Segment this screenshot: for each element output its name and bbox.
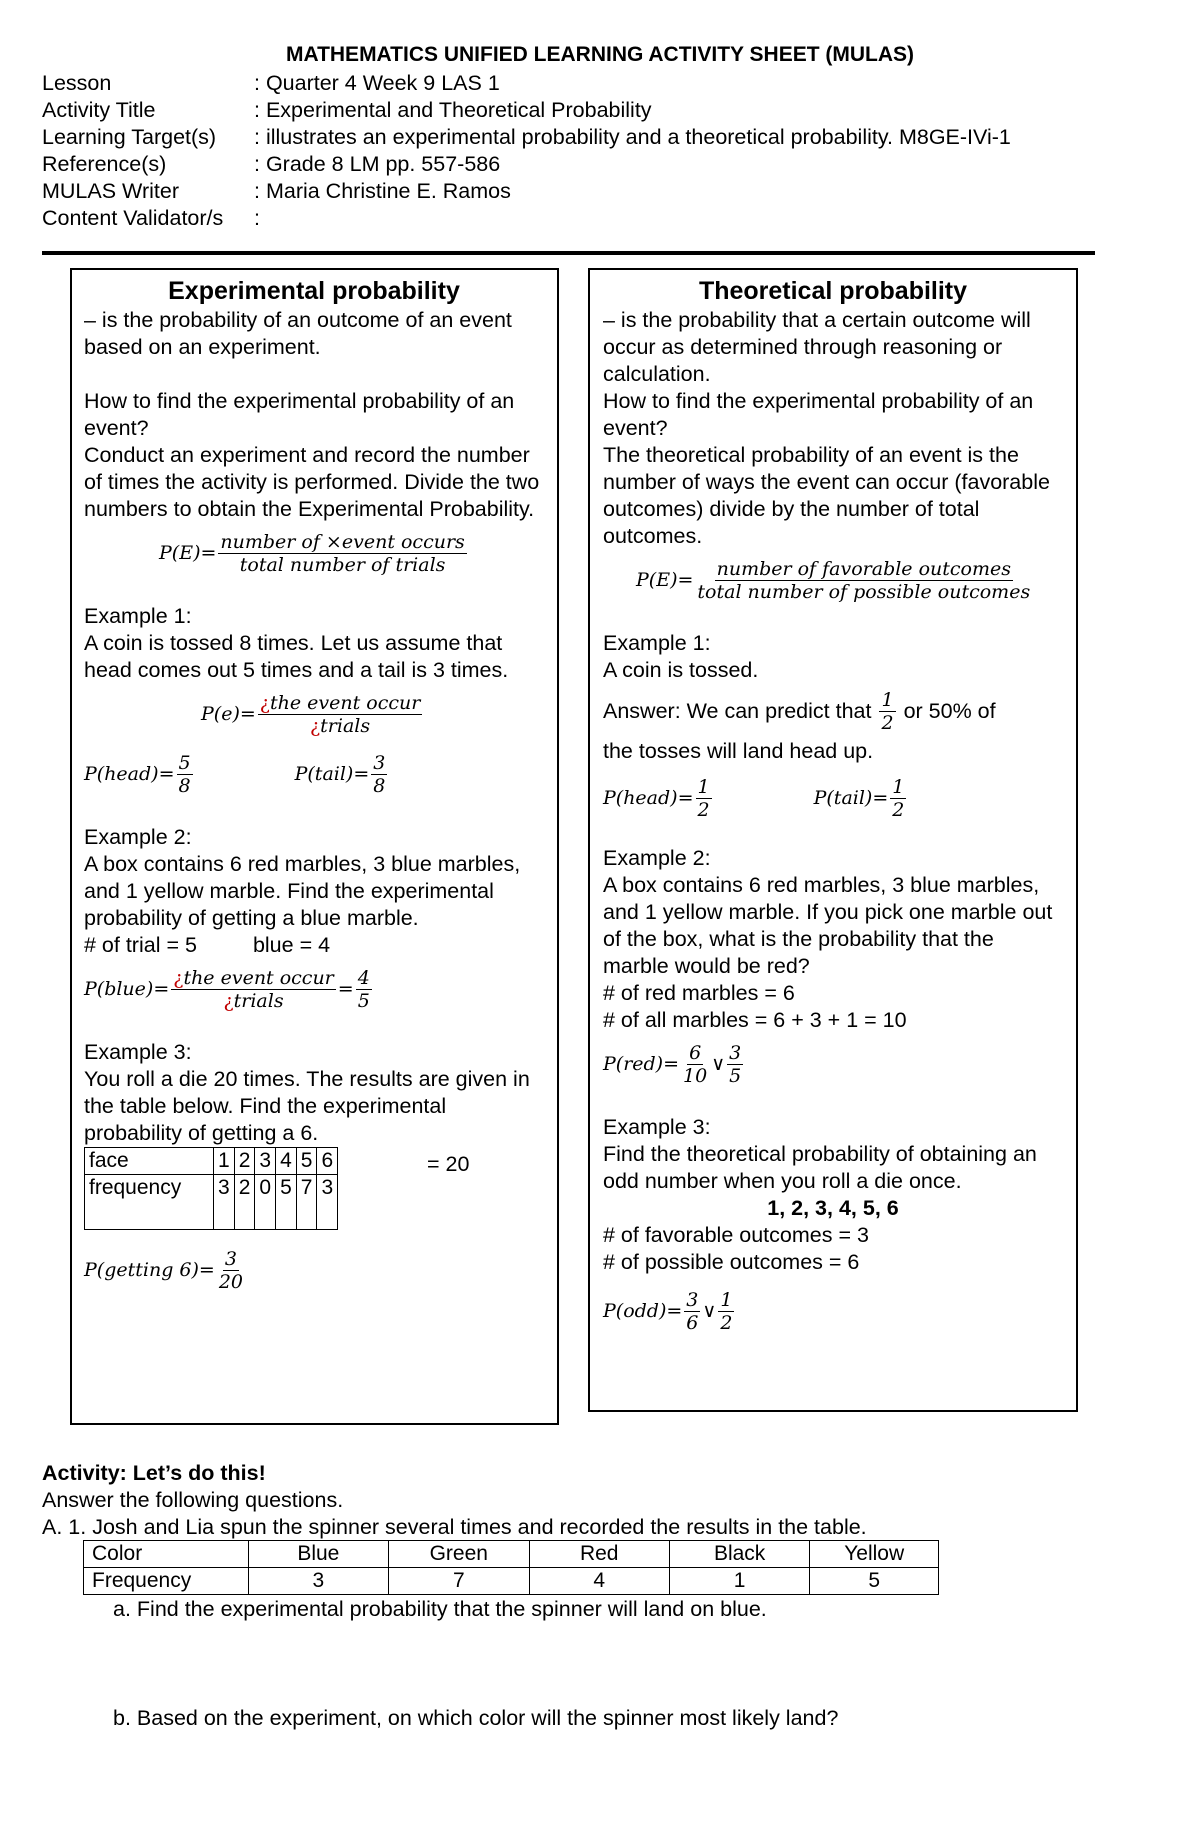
table-cell: 3	[317, 1175, 338, 1230]
table-row	[85, 1148, 338, 1175]
experimental-formula	[84, 523, 544, 583]
formula-lhs: P(head)=	[603, 786, 694, 809]
example-formula	[603, 1034, 1063, 1094]
example-text: A box contains 6 red marbles, 3 blue marbles, and 1 yellow marble. Find the experimental probability of getting a blue marble.	[84, 852, 521, 930]
table-cell: 5	[810, 1568, 939, 1595]
table-cell: 3	[214, 1175, 235, 1230]
meta-value: : illustrates an experimental probability and a theoretical probability. M8GE-IVi-1	[254, 125, 1011, 149]
howto-question: How to find the experimental probability of an event?	[84, 389, 515, 440]
table-cell: 2	[234, 1175, 255, 1230]
coin-predictions	[603, 765, 1063, 831]
box-heading: Theoretical probability	[698, 277, 968, 305]
meta-label: Learning Target(s)	[42, 125, 217, 149]
example-title: Example 3:	[603, 1115, 711, 1139]
formula-denominator: 2	[720, 1311, 733, 1334]
question-1: A. 1. Josh and Lia spun the spinner several times and recorded the results in the table.	[42, 1515, 867, 1539]
formula-denominator: 6	[686, 1311, 699, 1334]
formula-lhs: P(red)=	[603, 1052, 680, 1075]
answer-text: or 50% of	[903, 698, 996, 723]
definition: – is the probability that a certain outcome will occur as determined through reasoning or calculation.	[603, 308, 1031, 386]
table-cell: 4	[529, 1568, 669, 1595]
example-title: Example 3:	[84, 1040, 192, 1064]
formula-numerator: 3	[729, 1041, 742, 1064]
meta-label: Lesson	[42, 71, 112, 95]
formula-denominator: 2	[881, 711, 894, 734]
formula-denominator: 5	[357, 989, 370, 1012]
formula-numerator: 1	[881, 688, 894, 711]
coin-results	[84, 744, 544, 804]
formula-numerator: 3	[224, 1247, 237, 1270]
formula-numerator: 3	[373, 751, 386, 774]
formula-lhs: P(e)=	[201, 702, 256, 725]
meta-value: : Experimental and Theoretical Probability	[254, 98, 652, 122]
howto-answer: The theoretical probability of an event is the number of ways the event can occur (favorable outcomes) divide by the number of total outcomes.	[603, 443, 1050, 548]
error-mark: ¿	[223, 989, 234, 1012]
table-cell: face	[85, 1148, 214, 1175]
formula-lhs: P(E)=	[636, 568, 694, 591]
favorable-count: # of favorable outcomes = 3	[603, 1223, 869, 1247]
formula-denominator: total number of trials	[239, 553, 446, 576]
formula-lhs: P(getting 6)=	[84, 1258, 215, 1281]
table-cell: frequency	[85, 1175, 214, 1230]
example-formula	[84, 684, 544, 744]
table-cell: 5	[296, 1148, 317, 1175]
formula-numerator: number of favorable outcomes	[716, 557, 1011, 580]
meta-label: Reference(s)	[42, 152, 167, 176]
blue-count: blue = 4	[252, 933, 331, 957]
lesson-info	[42, 70, 1011, 232]
activity-title-row	[42, 97, 1011, 124]
activity-instruction: Answer the following questions.	[42, 1488, 344, 1512]
formula-numerator: 4	[357, 966, 370, 989]
table-cell: 3	[248, 1568, 388, 1595]
formula-numerator: 1	[697, 775, 710, 798]
example-text: You roll a die 20 times. The results are given in the table below. Find the experimental probability of getting a 6.	[84, 1067, 530, 1145]
table-cell: Frequency	[84, 1568, 249, 1595]
question-1a: a. Find the experimental probability that the spinner will land on blue.	[113, 1597, 767, 1621]
formula-lhs: P(blue)=	[84, 977, 170, 1000]
example-formula	[84, 959, 544, 1019]
formula-denominator: 2	[697, 798, 710, 821]
lesson-row	[42, 70, 1011, 97]
activity-title: Activity: Let’s do this!	[42, 1461, 266, 1485]
meta-value: : Grade 8 LM pp. 557-586	[254, 152, 501, 176]
experimental-probability-box	[70, 268, 559, 1425]
formula-numerator: the event occur	[269, 691, 421, 714]
table-row	[84, 1568, 939, 1595]
table-cell: 4	[276, 1148, 297, 1175]
table-cell: 1	[669, 1568, 809, 1595]
formula-denominator: 8	[178, 774, 191, 797]
table-cell: Yellow	[810, 1541, 939, 1568]
formula-denominator: trials	[233, 989, 284, 1012]
error-mark: ¿	[259, 691, 270, 714]
table-cell: Blue	[248, 1541, 388, 1568]
all-count: # of all marbles = 6 + 3 + 1 = 10	[603, 1008, 907, 1032]
table-cell: Black	[669, 1541, 809, 1568]
table-cell: Red	[529, 1541, 669, 1568]
theoretical-probability-box	[588, 268, 1078, 1412]
table-cell: Green	[389, 1541, 530, 1568]
formula-numerator: number of ×event occurs	[220, 530, 465, 553]
table-cell: 1	[214, 1148, 235, 1175]
red-count: # of red marbles = 6	[603, 981, 795, 1005]
table-cell: 0	[255, 1175, 276, 1230]
table-row	[85, 1175, 338, 1230]
example-text: A coin is tossed.	[603, 658, 759, 682]
table-row	[84, 1541, 939, 1568]
die-results	[84, 1147, 544, 1235]
example-title: Example 1:	[603, 631, 711, 655]
meta-value: : Maria Christine E. Ramos	[254, 179, 511, 203]
formula-denominator: 2	[892, 798, 905, 821]
document-title: MATHEMATICS UNIFIED LEARNING ACTIVITY SHEET (MULAS)	[285, 43, 915, 66]
table-cell: 5	[276, 1175, 297, 1230]
example-text: Find the theoretical probability of obtaining an odd number when you roll a die once.	[603, 1142, 1037, 1193]
die-table	[84, 1147, 338, 1230]
trial-count: # of trial = 5	[84, 933, 197, 957]
trial-counts	[84, 932, 544, 959]
activity-section	[42, 1460, 867, 1541]
formula-numerator: the event occur	[183, 966, 334, 989]
formula-denominator: trials	[320, 714, 371, 737]
formula-denominator: 10	[683, 1064, 708, 1087]
example-title: Example 1:	[84, 604, 192, 628]
howto-question: How to find the experimental probability of an event?	[603, 389, 1034, 440]
example-formula	[603, 1276, 1063, 1346]
formula-denominator: 5	[729, 1064, 742, 1087]
operator: ∨	[702, 1299, 717, 1322]
definition: – is the probability of an outcome of an event based on an experiment.	[84, 308, 512, 359]
table-cell: 3	[255, 1148, 276, 1175]
meta-label: Content Validator/s	[42, 206, 224, 230]
possible-count: # of possible outcomes = 6	[603, 1250, 860, 1274]
spinner-table	[83, 1540, 939, 1595]
table-cell: 6	[317, 1148, 338, 1175]
equals-sign: =	[337, 977, 354, 1000]
coin-answer	[603, 684, 1063, 738]
table-cell: 2	[234, 1148, 255, 1175]
formula-numerator: 3	[686, 1288, 699, 1311]
meta-value: : Quarter 4 Week 9 LAS 1	[254, 71, 500, 95]
formula-numerator: 6	[689, 1041, 702, 1064]
operator: ∨	[711, 1052, 726, 1075]
writer-row	[42, 178, 1011, 205]
box-heading: Experimental probability	[168, 277, 460, 305]
example-title: Example 2:	[84, 825, 192, 849]
formula-lhs: P(odd)=	[603, 1299, 683, 1322]
formula-lhs: P(tail)=	[813, 786, 889, 809]
die-outcomes: 1, 2, 3, 4, 5, 6	[767, 1196, 899, 1220]
formula-lhs: P(head)=	[84, 762, 175, 785]
howto-answer: Conduct an experiment and record the number of times the activity is performed. Divide the two numbers to obtain the Experimental Probability.	[84, 443, 540, 521]
table-cell: 7	[389, 1568, 530, 1595]
learning-target-row	[42, 124, 1011, 151]
formula-denominator: 8	[373, 774, 386, 797]
meta-label: Activity Title	[42, 98, 156, 122]
meta-label: MULAS Writer	[42, 179, 179, 203]
example-formula	[84, 1235, 544, 1305]
total-rolls: = 20	[427, 1152, 470, 1176]
reference-row	[42, 151, 1011, 178]
table-cell: 7	[296, 1175, 317, 1230]
formula-lhs: P(tail)=	[294, 762, 370, 785]
meta-value: :	[254, 206, 260, 230]
formula-numerator: 1	[892, 775, 905, 798]
example-title: Example 2:	[603, 846, 711, 870]
answer-text: the tosses will land head up.	[603, 739, 874, 763]
formula-numerator: 1	[720, 1288, 733, 1311]
example-text: A box contains 6 red marbles, 3 blue marbles, and 1 yellow marble. If you pick one marble out of the box, what is the probability that the marble would be red?	[603, 873, 1053, 978]
error-mark: ¿	[309, 714, 321, 737]
question-1b: b. Based on the experiment, on which color will the spinner most likely land?	[113, 1706, 839, 1730]
formula-denominator: total number of possible outcomes	[697, 580, 1031, 603]
example-text: A coin is tossed 8 times. Let us assume that head comes out 5 times and a tail is 3 times.	[84, 631, 509, 682]
header-divider	[42, 251, 1095, 255]
answer-text: Answer: We can predict that	[603, 698, 872, 723]
error-mark: ¿	[173, 966, 184, 989]
validator-row	[42, 205, 1011, 232]
formula-lhs: P(E)=	[159, 541, 217, 564]
theoretical-formula	[603, 550, 1063, 610]
formula-denominator: 20	[218, 1270, 243, 1293]
table-cell: Color	[84, 1541, 249, 1568]
formula-numerator: 5	[178, 751, 191, 774]
